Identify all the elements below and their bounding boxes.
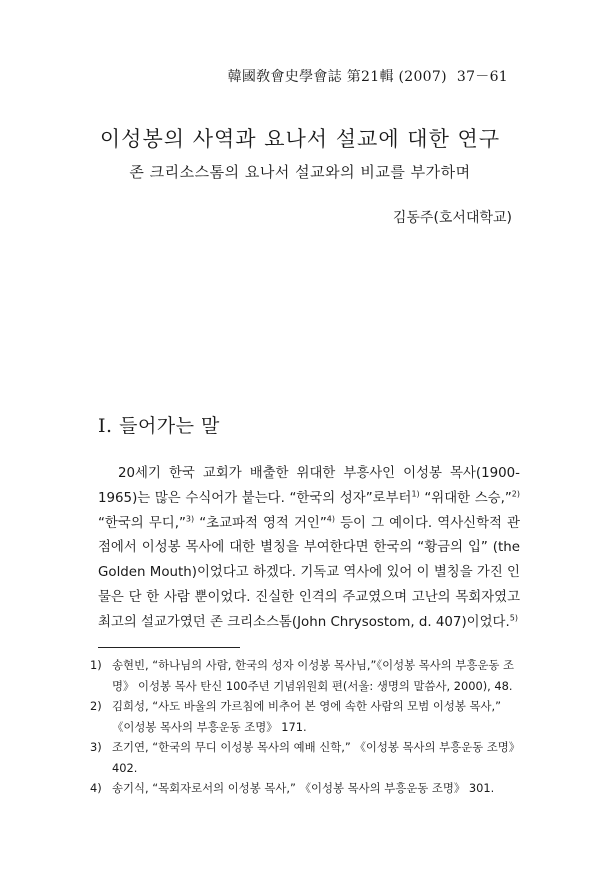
footnote-ref-1[interactable]: 1) (411, 489, 420, 499)
footnote-number: 3) (90, 740, 102, 754)
page-range: 37－61 (456, 69, 508, 85)
footnote-item (90, 655, 522, 696)
running-header (228, 66, 508, 86)
footnote-divider (98, 647, 240, 648)
footnote-ref-3[interactable]: 3) (185, 514, 195, 524)
footnote-text: 송현빈, “하나님의 사람, 한국의 성자 이성봉 목사님,”《이성봉 목사의 부흥운동 조명》 이성봉 목사 탄신 100주년 기념위원회 편(서울: 생명의 말씀사, 2000), 48. (112, 658, 515, 693)
footnote-text: 조기연, “한국의 무디 이성봉 목사의 예배 신학,” 《이성봉 목사의 부흥운동 조명》 402. (112, 740, 521, 775)
footnote-item (90, 737, 522, 778)
footnote-number: 4) (90, 781, 102, 795)
journal-citation: 韓國敎會史學會誌 第21輯 (2007) (227, 69, 447, 85)
body-paragraph (98, 462, 520, 636)
footnote-ref-4[interactable]: 4) (326, 514, 335, 524)
footnote-number: 1) (90, 658, 102, 672)
footnotes (90, 655, 522, 799)
footnote-item (90, 778, 522, 799)
body-text-2: “위대한 스승,” (419, 490, 512, 506)
article-subtitle: 존 크리소스톰의 요나서 설교와의 비교를 부가하며 (129, 163, 471, 181)
body-text-1: 20세기 한국 교회가 배출한 위대한 부흥사인 이성봉 목사(1900-1965)는 많은 수식어가 붙는다. “한국의 성자”로부터 (98, 466, 520, 506)
footnote-number: 2) (90, 699, 102, 713)
footnote-ref-2[interactable]: 2) (511, 489, 520, 499)
footnote-ref-5[interactable]: 5) (509, 613, 518, 623)
article-title: 이성봉의 사역과 요나서 설교에 대한 연구 (99, 127, 501, 151)
body-text-3: “한국의 무디,” (98, 515, 186, 531)
footnote-text: 송기식, “목회자로서의 이성봉 목사,” 《이성봉 목사의 부흥운동 조명》 301. (112, 781, 495, 795)
footnote-item (90, 696, 522, 737)
body-text-5: 등이 그 예이다. 역사신학적 관점에서 이성봉 목사에 대한 별칭을 부여한다면 한국의 “황금의 입” (the Golden Mouth)이었다고 하겠다. 기독교 역사에 있어 이 별칭을 가진 인물은 단 한 사람 뿐이었다. 진실한 인격의 주교였으며 고난의 목회자였고 최고의 설교가였던 존 크리소스톰(John Chrysostom, d. 407)이었다. (98, 515, 520, 630)
body-text-4: “초교파적 영적 거인” (194, 515, 327, 531)
author-affiliation: 김동주(호서대학교) (392, 210, 512, 226)
section-heading: I. 들어가는 말 (98, 415, 220, 437)
footnote-text: 김희성, “사도 바울의 가르침에 비추어 본 영에 속한 사람의 모범 이성봉 목사,” 《이성봉 목사의 부흥운동 조명》 171. (112, 699, 501, 734)
